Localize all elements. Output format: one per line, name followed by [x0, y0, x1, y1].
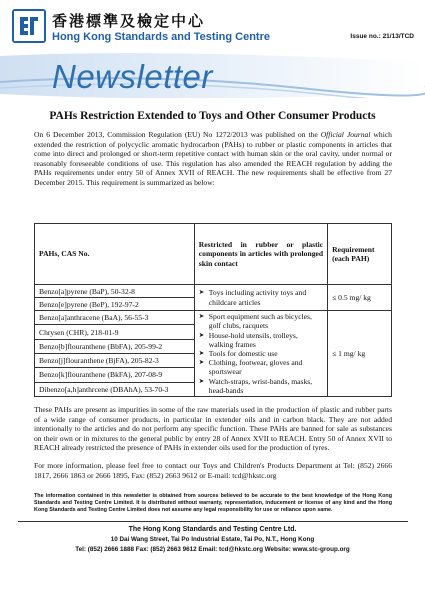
table-row [35, 311, 392, 325]
footer-address: 10 Dai Wang Street, Tai Po Industrial Estate, Tai Po, N.T., Hong Kong [110, 536, 315, 543]
impurities-paragraph: These PAHs are present as impurities in some of the raw materials used in the production of plastic and rubber parts of a wide range of consumer products, in particular in extender oils and in carbon black. They are not added intentionally to the articles and do not perform any specific function. These PAHs are banned for sale as substances on their own or in mixtures to the general public by entry 28 of Annex XVII to REACH. Entry 50 of Annex XVII to REACH already restricted the presence of PAHs in extender oils used for the production of tyres. [34, 405, 392, 453]
footer-company: The Hong Kong Standards and Testing Centre Ltd. [128, 526, 297, 533]
limit-cell: ≤ 0.5 mg/ kg [328, 285, 392, 311]
table-header-row [35, 224, 392, 285]
pah-cell: Benzo[e]pyrene (BeP), 192-97-2 [35, 298, 195, 311]
footer-divider [18, 521, 408, 522]
footer-contacts: Tel: (852) 2666 1888 Fax: (852) 2663 9612 Email: tcd@hkstc.org Website: www.stc-group.org [75, 546, 350, 553]
list-item: ➤ Clothing, footwear, gloves and sportswear [199, 358, 324, 376]
org-name-chinese: 香港標準及檢定中心 [52, 12, 206, 30]
pah-cell: Benzo[k]flouranthene (BkFA), 207-08-9 [35, 368, 195, 382]
toys-articles-cell [194, 285, 327, 311]
pah-requirements-table [34, 223, 392, 397]
pah-cell: Benzo[b]flouranthene (BbFA), 205-99-2 [35, 339, 195, 353]
other-articles-cell [194, 311, 327, 397]
newsletter-title: Newsletter [52, 58, 213, 95]
list-item: ➤ Watch-straps, wrist-bands, masks, head-bands [199, 377, 324, 395]
list-item: ➤ House-hold utensils, trolleys, walking frames [199, 331, 324, 349]
list-item: ➤ Toys including activity toys and childcare articles [199, 288, 324, 306]
stc-logo [12, 9, 46, 43]
contact-paragraph: For more information, please feel free to contact our Toys and Children's Products Department at Tel: (852) 2666 1817, 2666 1863 or 2666 1895, Fax: (852) 2663 9612 or E-mail: tcd@hkstc.org [34, 461, 392, 480]
pah-cell: Chrysen (CHR), 218-01-9 [35, 325, 195, 339]
header-pahs: PAHs, CAS No. [35, 224, 195, 285]
org-name-english: Hong Kong Standards and Testing Centre [52, 31, 270, 43]
official-journal-italic: Official Journal [320, 130, 371, 139]
pah-cell: Benzo[a]pyrene (BaP), 50-32-8 [35, 285, 195, 298]
pah-cell: Benzo[j]flouranthene (BjFA), 205-82-3 [35, 354, 195, 368]
stc-logo-icon [14, 11, 44, 41]
list-item: ➤ Tools for domestic use [199, 349, 324, 358]
limit-cell: ≤ 1 mg/ kg [328, 311, 392, 397]
letterhead [12, 9, 414, 47]
article-headline: PAHs Restriction Extended to Toys and Other Consumer Products [49, 110, 376, 122]
list-item: ➤ Sport equipment such as bicycles, golf clubs, racquets [199, 312, 324, 330]
intro-text-start: On 6 December 2013, Commission Regulation (EU) No 1272/2013 was published on the [34, 130, 321, 139]
pah-cell: Benzo[a]anthracene (BaA), 56-55-3 [35, 311, 195, 325]
header-requirement: Requirement (each PAH) [328, 224, 392, 285]
intro-paragraph [34, 130, 392, 188]
disclaimer: The information contained in this newsletter is obtained from sources believed to be accurate to the best knowledge of the Hong Kong Standards and Testing Centre Limited. It is distributed without warranty, representation, inducement or license of any kind and the Hong Kong Standards and Testing Centre Limited does not assume any legal responsibility for use or reliance upon same. [34, 493, 392, 513]
table-row [35, 285, 392, 298]
issue-number: Issue no.: 21/13/TCD [350, 33, 414, 40]
pah-cell: Dibenzo[a,h]anthrcene (DBAhA), 53-70-3 [35, 382, 195, 396]
intro-text-end: which extended the restriction of polycyclic aromatic hydrocarbon (PAHs) to rubber or plastic components in articles that come into direct and prolonged or short-term repetitive contact with human skin or the oral cavity, under normal or reasonably foreseeable conditions of use. This regulation has also amended the REACH regulation by adding the PAHs requirements under entry 50 of Annex XVII of REACH. The new requirements shall be effective from 27 December 2015. This requirement is summarized as below: [34, 130, 392, 187]
header-restricted: Restricted in rubber or plastic components in articles with prolonged skin contact [194, 224, 327, 285]
